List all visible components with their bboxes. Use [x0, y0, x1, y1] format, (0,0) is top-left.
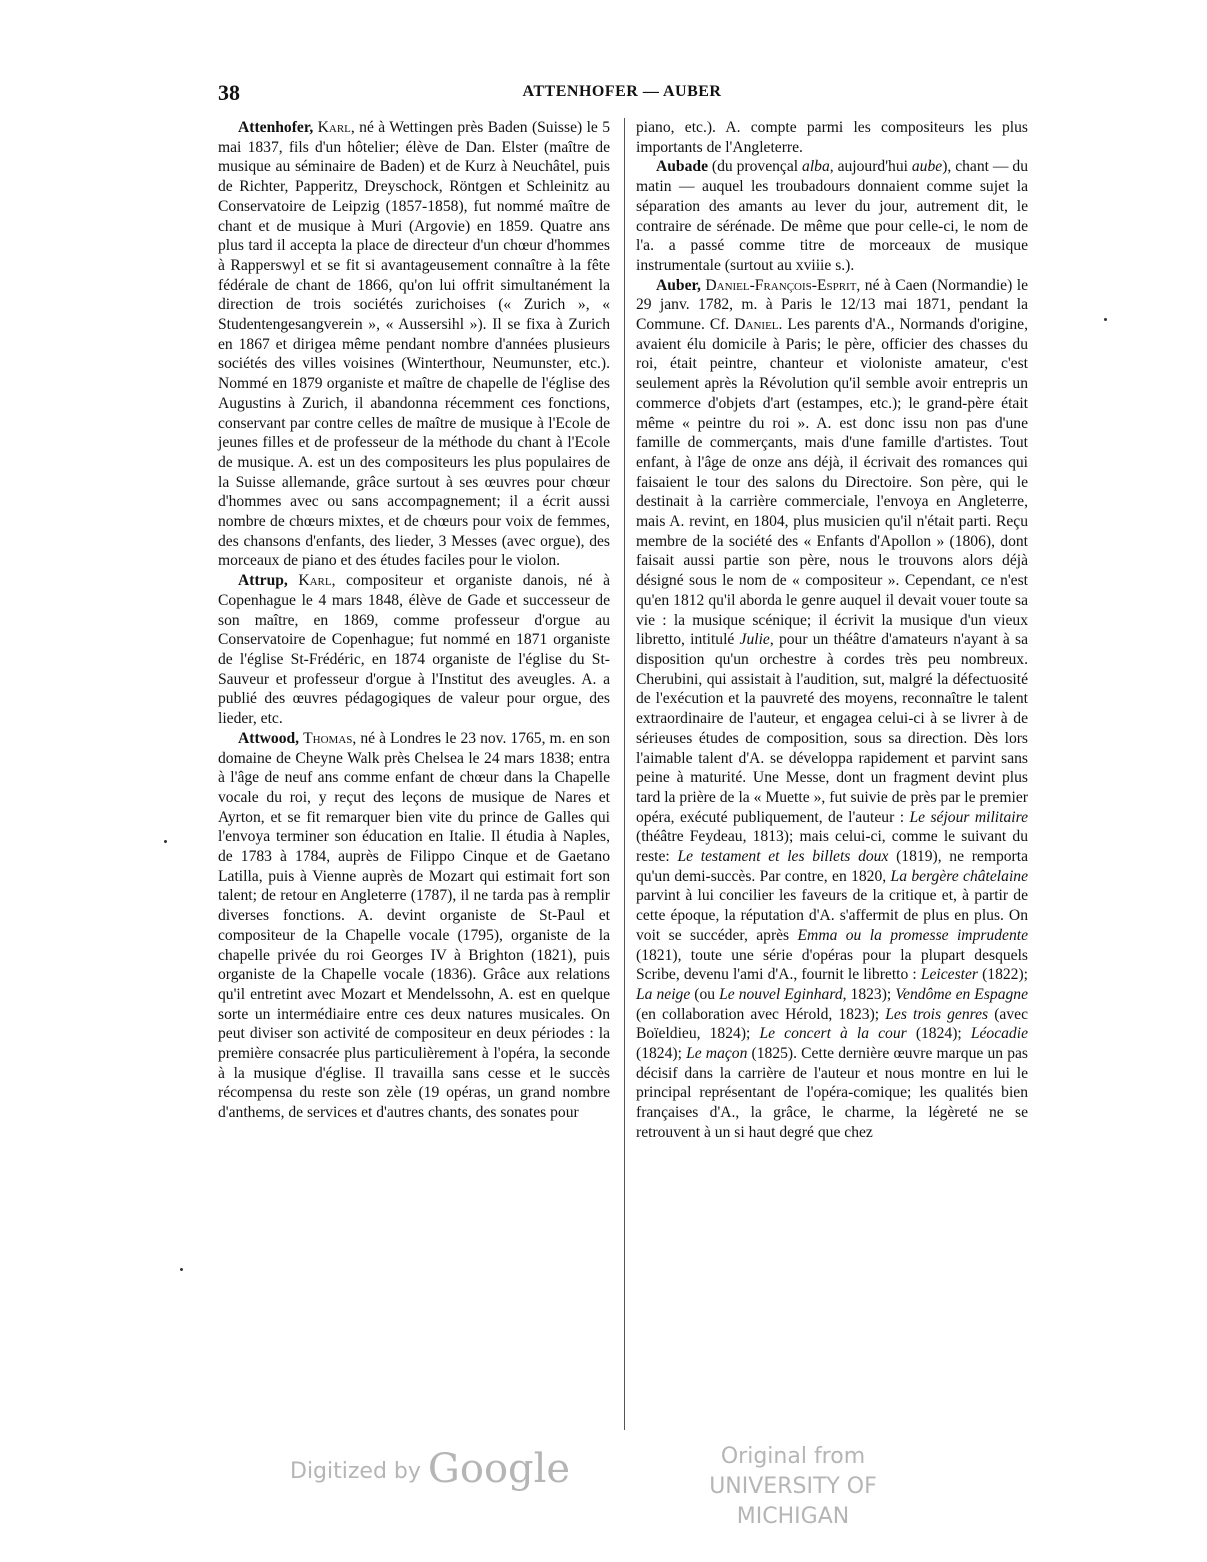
headword: Attrup, — [238, 572, 288, 590]
google-logo-text: Google — [427, 1446, 571, 1492]
scan-speck — [164, 840, 167, 843]
work-title: Léocadie — [970, 1025, 1028, 1043]
headword: Attwood, — [238, 729, 300, 747]
scan-speck — [180, 1268, 183, 1271]
italic-term: aube — [911, 158, 943, 176]
entry-text: , aujourd'hui — [829, 158, 912, 176]
entry-text: compositeur et organiste danois, né à Copenhague le 4 mars 1848, élève de Gade et successeur de son maître, en 1869, comme professeur d'orgue au Conservatoire de Copenhague; fut nommé en 1871 organiste de l'église St-Frédéric, en 1874 organiste de l'église du St-Sauveur et professeur d'orgue à l'Institut des aveugles. A. a publié des œuvres pédagogiques de valeur pour orgue, des lieder, etc. — [218, 572, 611, 728]
work-title: Le nouvel Eginhard — [719, 985, 843, 1003]
entry-attwood-continued: piano, etc.). A. compte parmi les compositeurs les plus importants de l'Angleterre. — [636, 119, 1028, 156]
entry-text: parvint à lui concilier les faveurs de la critique et, à partir de cette époque, la réputation d'A. s'affermit de plus en plus. On voit se succéder, après — [636, 887, 1028, 944]
given-name: Daniel-François-Esprit, — [705, 276, 861, 294]
entry-text: Les parents d'A., Normands d'origine, avaient élu domicile à Paris; le père, officier des chasses du roi, était peintre, chanteur et violoniste amateur, c'est seulement après la Révolution qu'il semble avoir entrepris un commerce d'objets d'art (estampes, etc.); le grand-père était même « peintre du roi ». A. est donc issu non pas d'une famille de commerçants, mais d'une famille d'artistes. Tout enfant, à l'âge de onze ans déjà, il écrivait des romances qui faisaient le tour des salons du Directoire. Son père, qui le destinait à la carrière commerciale, l'envoya en Angleterre, mais A. revint, en 1804, plus musicien qu'il n'était parti. Reçu membre de la société des « Enfants d'Apollon » (1806), dont faisait aussi partie son père, nous le trouvons alors déjà désigné sous le nom de « compositeur ». Cependant, ce n'est qu'en 1812 qu'il aborda le genre auquel il devait vouer toute sa vie : la musique scénique; il écrivit la musique d'un vieux libretto, intitulé — [636, 316, 1028, 649]
work-title: La bergère châtelaine — [890, 867, 1028, 885]
original-from-label: Original from — [720, 1444, 866, 1469]
entry-attenhofer — [218, 118, 610, 571]
page-number: 38 — [218, 80, 240, 105]
entry-text: (1824); — [636, 1045, 687, 1063]
original-from-watermark — [668, 1442, 918, 1532]
entry-text: (ou — [690, 985, 720, 1003]
entry-attwood — [218, 729, 610, 1123]
work-title: Leicester — [920, 966, 978, 984]
work-title: Le testament et les billets doux — [677, 848, 889, 866]
scan-watermark — [0, 1442, 1207, 1529]
university-label: UNIVERSITY OF MICHIGAN — [709, 1474, 877, 1529]
left-column — [218, 118, 610, 1123]
right-column — [636, 118, 1028, 1143]
scan-speck — [1104, 318, 1107, 321]
work-title: Les trois genres — [885, 1005, 989, 1023]
running-head: ATTENHOFER — AUBER — [522, 83, 722, 100]
entry-attrup — [218, 571, 610, 729]
entry-text: (1825). Cette dernière œuvre marque un pas décisif dans la carrière de l'auteur et nous montre en lui le principal représentant de l'opéra-comique; les qualités bien françaises d'A., la grâce, le charme, la légèreté ne se retrouvent à un si haut degré que chez — [636, 1045, 1028, 1141]
column-rule — [624, 118, 625, 1430]
work-title: Le concert à la cour — [759, 1025, 907, 1043]
given-name: Karl, — [317, 119, 355, 136]
entry-text: (1821), toute une série d'opéras pour la plupart desquels Scribe, devenu l'ami d'A., fournit le libretto : — [636, 946, 1028, 984]
entry-auber — [636, 276, 1028, 1143]
digitized-label: Digitized by — [290, 1459, 421, 1484]
italic-term: alba — [802, 158, 830, 176]
work-title: Le maçon — [686, 1045, 748, 1063]
digitized-by-google-watermark — [290, 1446, 570, 1492]
entry-text: né à Wettingen près Baden (Suisse) le 5 mai 1837, fils d'un hôtelier; élève de Dan. Elster (maître de musique au séminaire de Baden) et de Kurz à Neuchâtel, puis de Richter, Papperitz, Dreyschock, Röntgen et Schleinitz au Conservatoire de Leipzig (1857-1858), fut nommé maître de chant et de musique à Muri (Argovie) en 1859. Quatre ans plus tard il accepta la place de directeur d'un chœur d'hommes à Rapperswyl et se fit si avantageusement connaître à la fête fédérale de chant de 1866, qu'on lui offrit simultanément la direction de trois sociétés zurichoises (« Zurich », « Studentengesangverein », « Aussersihl »). Il se fixa à Zurich en 1867 et dirigea même pendant nombre d'années plusieurs sociétés des villes voisines (Winterthour, Neumunster, etc.). Nommé en 1879 organiste et maître de chapelle de l'église des Augustins à Zurich, il abandonna récemment ces fonctions, conservant par contre celles de maître de musique à l'Ecole de jeunes filles et de professeur de la méthode du chant à l'Ecole de musique. A. est un des compositeurs les plus populaires de la Suisse allemande, grâce surtout à ses œuvres pour chœur d'hommes avec ou sans accompagnement; il a écrit aussi nombre de chœurs mixtes, et de chœurs pour voix de femmes, des chansons d'enfants, des lieder, 3 Messes (avec orgue), des morceaux de piano et des études faciles pour le violon. — [218, 119, 610, 570]
entry-text: , pour un théâtre d'amateurs n'ayant à sa disposition qu'un orchestre à cordes très peu nombreux. Cherubini, qui assistait à l'audition, sut, malgré la défectuosité de l'exécution et la pauvreté des moyens, reconnaître le talent extraordinaire de l'auteur, et engagea celui-ci à se livrer à de sérieuses études de composition, sous sa direction. Dès lors l'aimable talent d'A. se développa rapidement et parvint sans peine à maturité. Une Messe, dont un fragment devint plus tard la prière de la « Muette », fut suivie de près par le premier opéra, exécuté publiquement, de l'auteur : — [636, 631, 1028, 826]
work-title: Julie — [739, 631, 770, 649]
entry-text: né à Caen (Normandie) le 29 janv. 1782, m. à Paris le 12/13 mai 1871, pendant la Commune. Cf. — [636, 276, 1028, 334]
entry-text: (1824); — [906, 1025, 971, 1043]
cross-reference: Daniel. — [734, 316, 783, 334]
page-header — [218, 80, 1026, 108]
entry-text: (théâtre Feydeau, 1813); mais celui-ci, comme le suivant du reste: — [636, 828, 1028, 866]
entry-text: , 1823); — [842, 985, 896, 1003]
work-title: Vendôme en Espagne — [895, 985, 1029, 1003]
headword: Aubade — [656, 158, 708, 176]
entry-text: né à Londres le 23 nov. 1765, m. en son domaine de Cheyne Walk près Chelsea le 24 mars 1838; entra à l'âge de neuf ans comme enfant de chœur dans la Chapelle vocale du roi, y reçut des leçons de musique de Nares et Ayrton, et se fit remarquer bien vite du prince de Galles qui l'envoya terminer son éducation en Italie. Il étudia à Naples, de 1783 à 1784, auprès de Filippo Cinque et de Gaetano Latilla, puis à Vienne auprès de Mozart qui estimait fort son talent; de retour en Angleterre (1787), il ne tarda pas à remplir diverses fonctions. A. devint organiste de St-Paul et compositeur de la Chapelle vocale (1795), organiste de la chapelle privée du roi Georges IV à Brighton (1821), puis organiste de la Chapelle vocale (1836). Grâce aux relations qu'il entretint avec Mozart et Mendelssohn, A. est en quelque sorte un intermédiaire entre ces deux natures musicales. On peut diviser son activité de compositeur en deux périodes : la première consacrée plus particulièrement à l'opéra, la seconde à la musique d'église. Il travailla sans cesse et le succès récompensa du reste son zèle (19 opéras, un grand nombre d'anthems, de services et d'autres chants, des sonates pour — [218, 729, 610, 1122]
work-title: Le séjour militaire — [909, 808, 1028, 826]
entry-text: (1819), ne remporta qu'un demi-succès. Par contre, en 1820, — [636, 848, 1029, 885]
given-name: Thomas, — [303, 729, 357, 747]
work-title: La neige — [636, 985, 691, 1003]
work-title: Emma ou la promesse imprudente — [797, 926, 1029, 944]
headword: Auber, — [656, 276, 701, 294]
entry-text: (avec Boïeldieu, 1824); — [636, 1005, 1028, 1043]
headword: Attenhofer, — [238, 119, 314, 136]
entry-text: (en collaboration avec Hérold, 1823); — [636, 1005, 886, 1023]
entry-text: ), chant — du matin — auquel les troubadours donnaient comme sujet la séparation des amants au lever du jour, autrement dit, le contraire de sérénade. De même que pour celle-ci, le nom de l'a. a passé comme titre de morceaux de musique instrumentale (surtout au xviiie s.). — [636, 158, 1028, 274]
entry-aubade — [636, 157, 1028, 275]
entry-text: (1822); — [977, 966, 1028, 984]
given-name: Karl, — [298, 572, 336, 590]
entry-text: (du provençal — [708, 158, 803, 176]
